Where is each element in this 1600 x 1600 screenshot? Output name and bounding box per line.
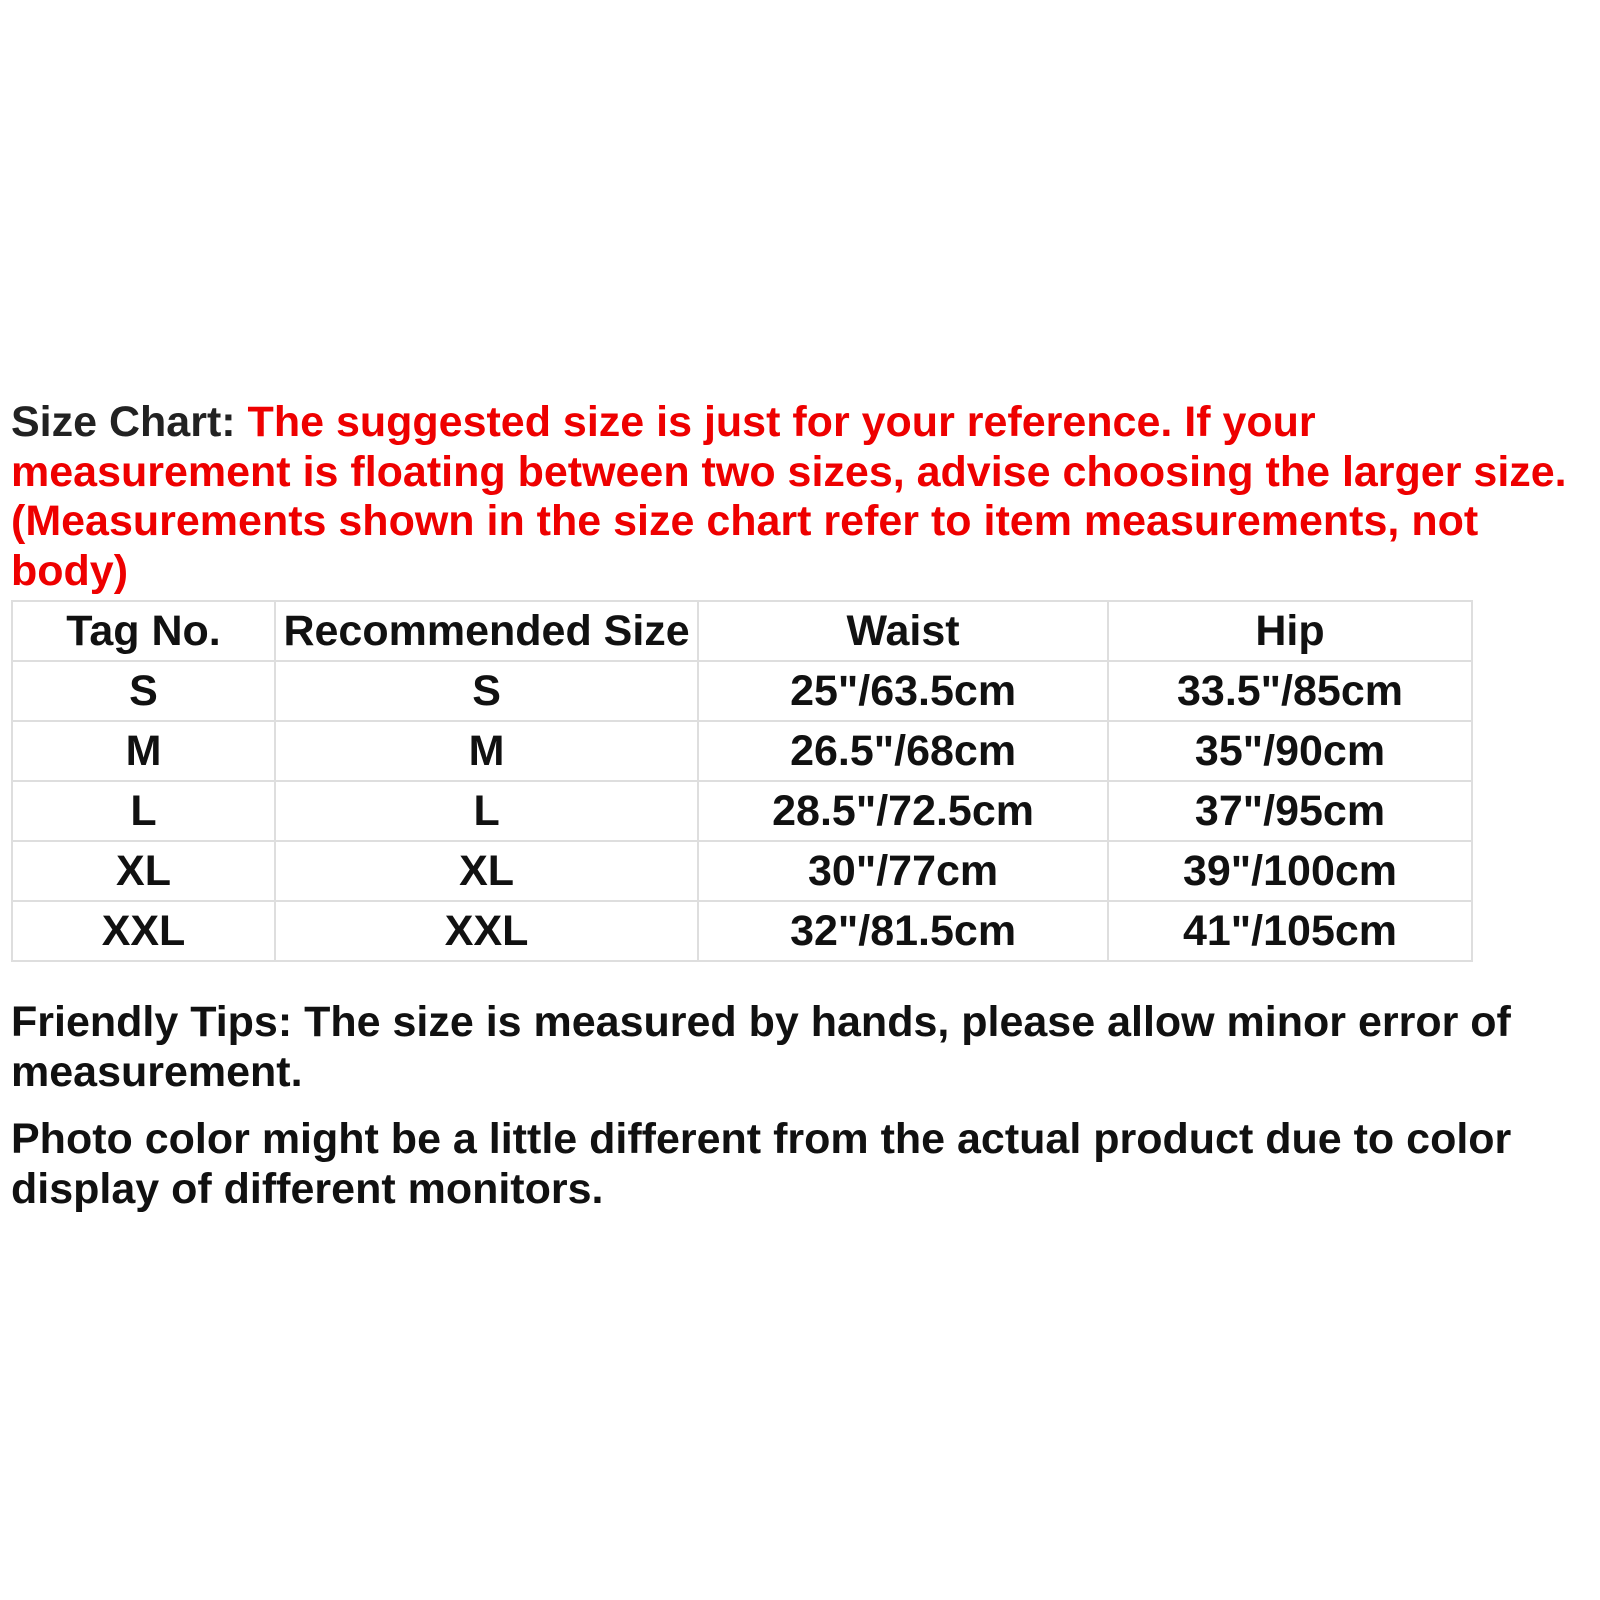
photo-color-note-line-1: Photo color might be a little different from the actual product due to color	[11, 1115, 1512, 1163]
size-note-line-2: measurement is floating between two sizes, advise choosing the larger size.	[11, 447, 1567, 496]
table-row	[12, 841, 1472, 901]
friendly-tips-line-1: Friendly Tips: The size is measured by hands, please allow minor error of	[11, 998, 1511, 1046]
table-header-row	[12, 601, 1472, 661]
size-chart-intro	[11, 398, 1596, 596]
cell-hip: 33.5"/85cm	[1108, 661, 1472, 721]
cell-recommended-size: L	[275, 781, 698, 841]
cell-recommended-size: XXL	[275, 901, 698, 961]
photo-color-note-line-2: display of different monitors.	[11, 1164, 604, 1213]
header-recommended-size: Recommended Size	[275, 601, 698, 661]
cell-tag-no: L	[12, 781, 275, 841]
cell-tag-no: XL	[12, 841, 275, 901]
cell-hip: 39"/100cm	[1108, 841, 1472, 901]
size-note-line-3: (Measurements shown in the size chart refer to item measurements, not	[11, 497, 1479, 545]
cell-waist: 26.5"/68cm	[698, 721, 1108, 781]
photo-color-note	[11, 1115, 1596, 1214]
cell-waist: 28.5"/72.5cm	[698, 781, 1108, 841]
cell-tag-no: M	[12, 721, 275, 781]
cell-hip: 41"/105cm	[1108, 901, 1472, 961]
friendly-tips	[11, 998, 1596, 1097]
cell-hip: 37"/95cm	[1108, 781, 1472, 841]
table-row	[12, 901, 1472, 961]
size-note-line-4: body)	[11, 546, 129, 595]
cell-recommended-size: M	[275, 721, 698, 781]
size-note-line-1: The suggested size is just for your reference. If your	[247, 398, 1316, 446]
cell-hip: 35"/90cm	[1108, 721, 1472, 781]
header-hip: Hip	[1108, 601, 1472, 661]
table-row	[12, 721, 1472, 781]
cell-recommended-size: S	[275, 661, 698, 721]
cell-recommended-size: XL	[275, 841, 698, 901]
cell-waist: 32"/81.5cm	[698, 901, 1108, 961]
cell-waist: 30"/77cm	[698, 841, 1108, 901]
friendly-tips-line-2: measurement.	[11, 1047, 303, 1096]
intro-line-1	[11, 398, 1596, 448]
size-chart-label: Size Chart:	[11, 398, 248, 446]
size-table	[11, 600, 1473, 962]
header-waist: Waist	[698, 601, 1108, 661]
table-row	[12, 661, 1472, 721]
cell-tag-no: XXL	[12, 901, 275, 961]
table-row	[12, 781, 1472, 841]
cell-tag-no: S	[12, 661, 275, 721]
header-tag-no: Tag No.	[12, 601, 275, 661]
cell-waist: 25"/63.5cm	[698, 661, 1108, 721]
